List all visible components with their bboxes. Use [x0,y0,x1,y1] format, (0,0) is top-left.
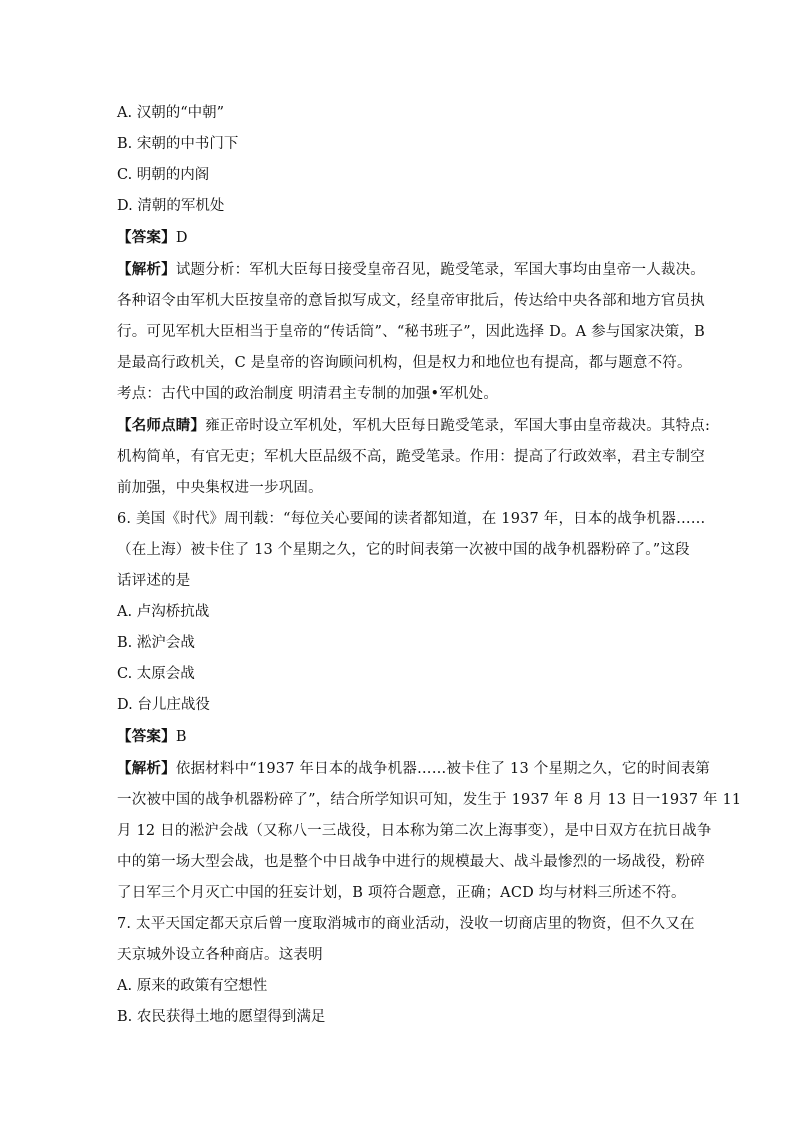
answer-value: D [175,230,188,246]
answer-tag: 【答案】 [117,728,176,745]
tips-block [117,410,711,504]
answer-value: B [175,729,187,745]
option-b: B. 农民获得土地的愿望得到满足 [117,1009,326,1025]
stem-line: 7. 太平天国定都天京后曾一度取消城市的商业活动，没收一切商店里的物资，但不久又在 [117,916,695,932]
analysis-line: 中的第一场大型会战，也是整个中日战争中进行的规模最大、战斗最惨烈的一场战役，粉碎 [117,854,705,870]
analysis-block [117,254,706,379]
stem-line: 天京城外设立各种商店。这表明 [117,947,323,963]
option-b: B. 淞沪会战 [117,635,195,651]
answer-tag: 【答案】 [117,229,176,246]
analysis-line: 了日军三个月灭亡中国的狂妄计划，B 项符合题意，正确；ACD 均与材料三所述不符。 [117,885,686,901]
option-c: C. 太原会战 [117,666,195,682]
option-b: B. 宋朝的中书门下 [117,136,239,152]
option-a: A. 汉朝的“中朝” [117,105,225,121]
analysis-line: 是最高行政机关，C 是皇帝的咨询顾问机构，但是权力和地位也有提高，都与题意不符。 [117,355,692,371]
answer-line [117,222,682,254]
analysis-text: 试题分析：军机大臣每日接受皇帝召见，跪受笔录，军国大事均由皇帝一人裁决。 [175,262,706,278]
question-6-options [117,597,682,721]
tips-line: 前加强，中央集权进一步巩固。 [117,480,323,496]
analysis-block [117,753,742,909]
question-5-options [117,98,682,222]
question-7-options [117,971,682,1033]
answer-line [117,721,682,753]
analysis-line [117,753,711,785]
tips-line: 机构简单，有官无吏；军机大臣品级不高，跪受笔录。作用：提高了行政效率，君主专制空 [117,449,705,465]
option-c: C. 明朝的内阁 [117,167,210,183]
analysis-line: 行。可见军机大臣相当于皇帝的“传话筒”、“秘书班子”，因此选择 D。A 参与国家决策，B [117,324,705,340]
stem-line: （在上海）被卡住了 13 个星期之久，它的时间表第一次被中国的战争机器粉碎了。”这段 [117,542,690,558]
stem-line: 6. 美国《时代》周刊载：“每位关心要闻的读者都知道，在 1937 年，日本的战争机器…… [117,511,706,527]
analysis-tag: 【解析】 [117,760,176,777]
option-a: A. 原来的政策有空想性 [117,978,268,994]
tips-line [117,410,711,442]
tips-text: 雍正帝时设立军机处，军机大臣每日跪受笔录，军国大事由皇帝裁决。其特点: [205,418,711,434]
document-page [117,98,742,1033]
kaodian-line: 考点：古代中国的政治制度 明清君主专制的加强•军机处。 [117,386,499,402]
option-d: D. 清朝的军机处 [117,198,225,214]
option-a: A. 卢沟桥抗战 [117,604,210,620]
analysis-line [117,254,706,286]
stem-line: 话评述的是 [117,573,191,589]
tips-tag: 【名师点睛】 [117,417,206,434]
analysis-tag: 【解析】 [117,261,176,278]
question-7-stem [117,909,695,971]
option-d: D. 台儿庄战役 [117,697,210,713]
question-6-stem [117,504,706,597]
analysis-line: 一次被中国的战争机器粉碎了”，结合所学知识可知，发生于 1937 年 8 月 13 日一1937 年 11 [117,792,742,808]
analysis-line: 月 12 日的淞沪会战（又称八一三战役，日本称为第二次上海事变），是中日双方在抗日战争 [117,823,712,839]
analysis-line: 各种诏令由军机大臣按皇帝的意旨拟写成文，经皇帝审批后，传达给中央各部和地方官员执 [117,293,705,309]
analysis-text: 依据材料中“1937 年日本的战争机器……被卡住了 13 个星期之久，它的时间表第 [175,761,711,777]
